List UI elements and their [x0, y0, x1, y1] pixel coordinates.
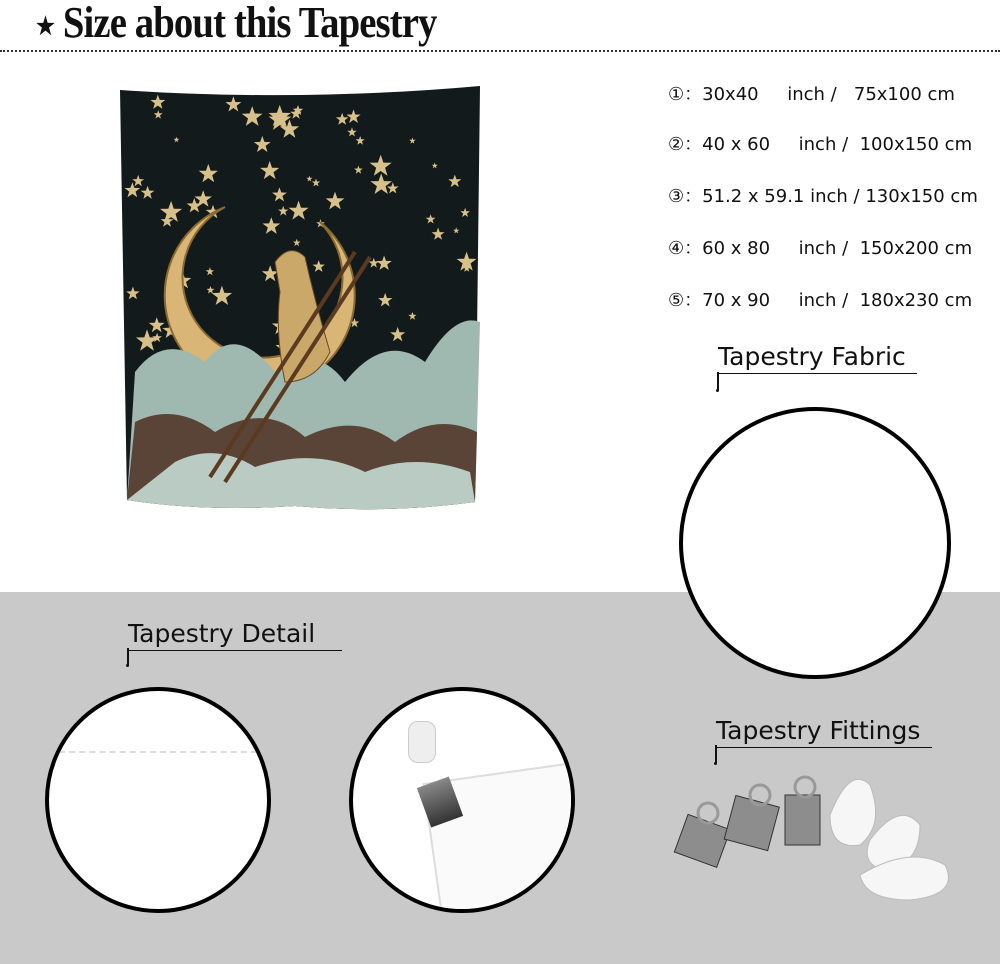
tapestry-image [115, 82, 485, 514]
size-option-3: ③：51.2 x 59.1 inch / 130x150 cm [668, 186, 978, 207]
fabric-closeup-circle [679, 407, 951, 679]
size-option-5: ⑤：70 x 90 inch / 180x230 cm [668, 290, 973, 311]
star-icon: ★ [36, 13, 55, 40]
detail-heading-tick [127, 648, 129, 665]
hem-detail-circle [45, 687, 271, 913]
size-option-4: ④：60 x 80 inch / 150x200 cm [668, 238, 973, 259]
clip-detail-circle [349, 687, 575, 913]
detail-heading: Tapestry Detail [128, 619, 342, 651]
title-text: Size about this Tapestry [62, 0, 437, 47]
size-option-2: ②：40 x 60 inch / 100x150 cm [668, 134, 973, 155]
size-option-1: ①：30x40 inch / 75x100 cm [668, 84, 955, 105]
fittings-heading: Tapestry Fittings [716, 716, 932, 748]
fittings-image [670, 765, 970, 910]
fabric-heading-tick [717, 372, 719, 390]
dotted-divider [0, 50, 1000, 52]
page-title [36, 0, 437, 50]
fabric-heading: Tapestry Fabric [718, 342, 917, 374]
fittings-heading-tick [715, 745, 717, 763]
